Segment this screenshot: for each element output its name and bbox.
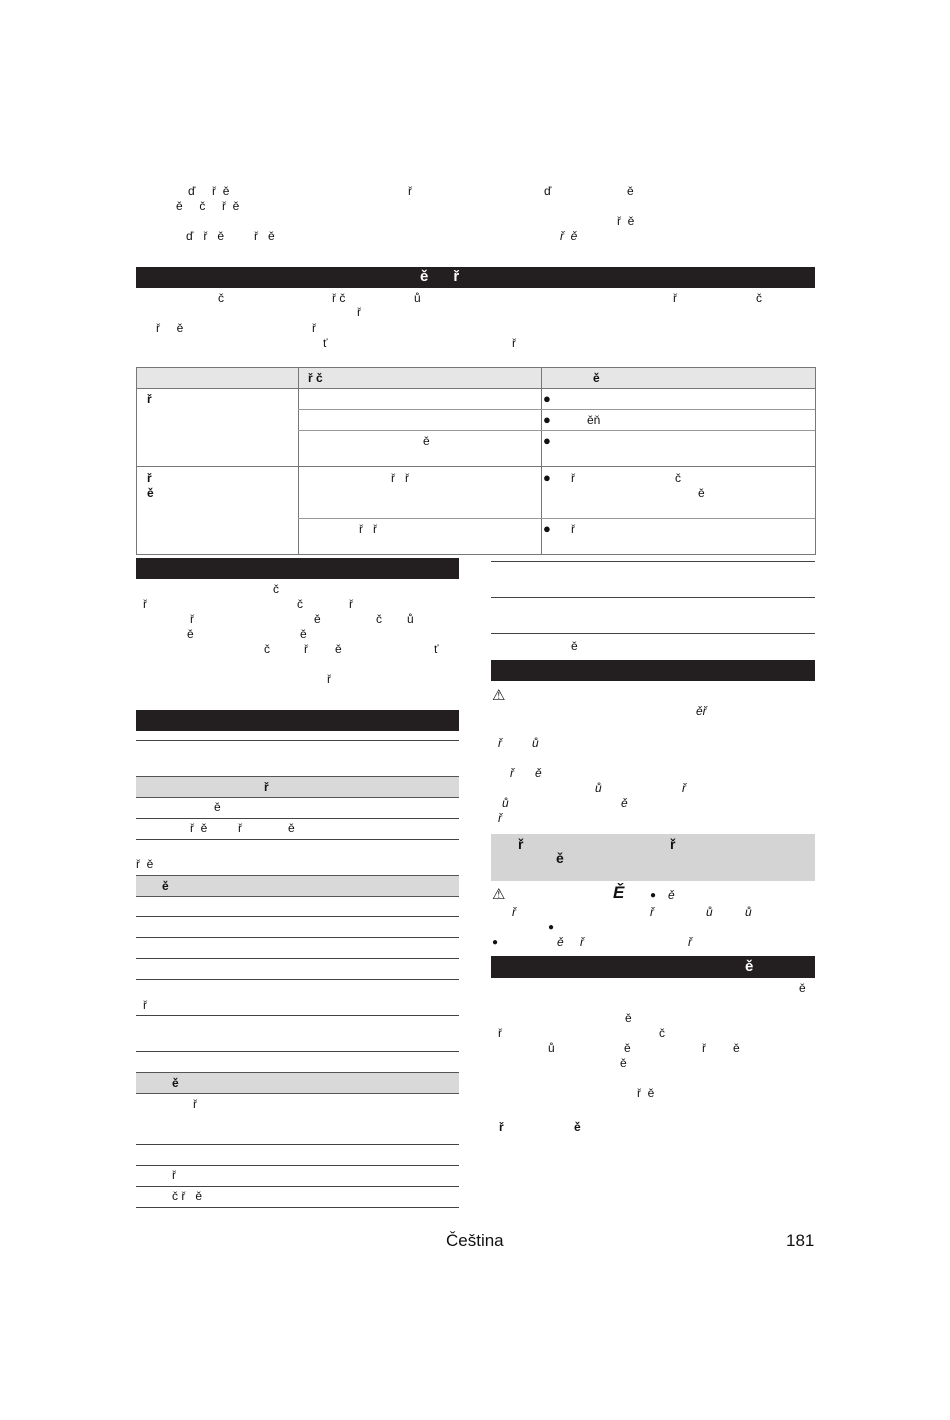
- section3-text: č: [659, 1026, 665, 1040]
- section1-text: ř: [673, 291, 677, 305]
- section3-text: ř: [702, 1041, 706, 1055]
- spec-subheading-text: ě: [162, 879, 169, 893]
- section3-text: ě: [624, 1041, 631, 1055]
- table-row2-cell: ř: [571, 471, 575, 485]
- warning-text: ů: [502, 796, 509, 810]
- table-row2-label: ř: [147, 471, 152, 485]
- warning2-text: ě: [668, 888, 675, 902]
- top-text-line1d: ě: [627, 184, 634, 198]
- table-row1-label: ř: [147, 392, 152, 406]
- section3-text: ě: [733, 1041, 740, 1055]
- top-text-line4b: ř ě: [560, 229, 578, 243]
- spec-row: ř: [172, 1168, 176, 1182]
- section-heading-bar: [136, 267, 815, 288]
- grey-notice-text: ě: [556, 850, 564, 866]
- spec-row: ř: [238, 821, 242, 835]
- spec-subheading-text: ř: [264, 780, 269, 794]
- left-text: ě: [300, 627, 307, 641]
- top-text-line1a: ď ř ě: [188, 184, 230, 198]
- warning-heading-bar: [491, 660, 815, 681]
- warning-text: ěř: [696, 704, 707, 718]
- warning2-text: ř: [512, 905, 516, 919]
- section1-text: ř č: [332, 291, 346, 305]
- warning-text: ř: [510, 766, 514, 780]
- left-text: č: [264, 642, 270, 656]
- function-table: [136, 367, 816, 555]
- section1-text: ř: [512, 336, 516, 350]
- left-text: ř: [349, 597, 353, 611]
- warning-triangle-icon: ⚠: [492, 687, 506, 704]
- table-row2-cell: ř ř: [359, 522, 377, 536]
- left-text: č: [273, 582, 279, 596]
- section-heading-title: ě ř: [420, 268, 460, 285]
- table-row1-cell: ě: [423, 434, 430, 448]
- spec-subheading: [136, 875, 459, 897]
- warning-text: ů: [532, 736, 539, 750]
- footer-language: Čeština: [446, 1231, 504, 1250]
- left-text: ř: [304, 642, 308, 656]
- warning-text: ů: [595, 781, 602, 795]
- section1-text: ť: [323, 336, 328, 350]
- spec-subheading: [136, 776, 459, 798]
- warning2-text: ů: [745, 905, 752, 919]
- bullet-icon: ●: [650, 890, 657, 901]
- left-text: ř: [327, 672, 331, 686]
- warning-text: ř: [498, 736, 502, 750]
- table-row2-cell: ř ř: [391, 471, 409, 485]
- top-text-line2: ě č ř ě: [176, 199, 240, 213]
- grey-notice-text: ř: [518, 836, 524, 852]
- table-row2-label: ě: [147, 486, 154, 500]
- section1-text: č: [218, 291, 224, 305]
- top-text-line4a: ď ř ě ř ě: [186, 229, 275, 243]
- warning2-text: ř: [650, 905, 654, 919]
- left-text: ř: [143, 597, 147, 611]
- section3-text: ř: [498, 1026, 502, 1040]
- section1-text: ů: [414, 291, 421, 305]
- top-text-line1c: ď: [544, 184, 552, 198]
- bullet-icon: ●: [548, 922, 555, 933]
- section3-heading-bar: [491, 956, 815, 978]
- bullet-icon: ●: [543, 470, 551, 485]
- section3-text: ě: [799, 981, 806, 995]
- spec-subheading: [136, 1072, 459, 1094]
- left-text: č: [376, 612, 382, 626]
- section3-text: ů: [548, 1041, 555, 1055]
- section3-text: ě: [625, 1011, 632, 1025]
- warning-text: ř: [498, 811, 502, 825]
- bullet-icon: ●: [543, 521, 551, 536]
- spec-row: ě: [288, 821, 295, 835]
- warning2-text: ů: [706, 905, 713, 919]
- table-row2-cell: ř: [571, 522, 575, 536]
- spec-heading-bar: [136, 710, 459, 731]
- top-text-line1b: ř: [408, 184, 412, 198]
- bullet-icon: ●: [543, 433, 551, 448]
- warning2-text: ř: [688, 935, 692, 949]
- spec-note: ř ě: [136, 857, 154, 871]
- bullet-icon: ●: [492, 937, 499, 948]
- section1-text: ř: [357, 305, 361, 319]
- table-header-col3: ě: [593, 371, 600, 385]
- section1-text: ř ě: [156, 321, 184, 335]
- left-text: ě: [187, 627, 194, 641]
- section3-bold-text: ř: [499, 1120, 504, 1134]
- warning-text: ě: [535, 766, 542, 780]
- spec-row: ř: [143, 998, 147, 1012]
- section3-text: ř ě: [637, 1086, 655, 1100]
- table-header-col2: ř č: [308, 371, 323, 385]
- grey-notice-box: [491, 834, 815, 881]
- table-row1-cell: ěň: [587, 413, 601, 427]
- section3-text: ě: [620, 1056, 627, 1070]
- left-text: ů: [407, 612, 414, 626]
- section3-heading-title: ě: [745, 958, 754, 975]
- left-text: č: [297, 597, 303, 611]
- left-text: ř: [190, 612, 194, 626]
- warning2-text: ř: [580, 935, 584, 949]
- table-row2-cell: č: [675, 471, 681, 485]
- warning-text: ě: [621, 796, 628, 810]
- table-header-row: [137, 368, 815, 389]
- spec-row: ř ě: [190, 821, 208, 835]
- section1-text: č: [756, 291, 762, 305]
- table-row2-cell: ě: [698, 486, 705, 500]
- top-text-line3: ř ě: [617, 214, 635, 228]
- spec-row: ř: [193, 1097, 197, 1111]
- left-heading-bar: [136, 558, 459, 579]
- spec-row: ě: [214, 800, 221, 814]
- bullet-icon: ●: [543, 412, 551, 427]
- page-number: 181: [786, 1231, 815, 1250]
- left-text: ě: [335, 642, 342, 656]
- warning-triangle-icon: ⚠: [492, 886, 506, 903]
- grey-notice-text: ř: [670, 836, 676, 852]
- warning2-text: ě: [557, 935, 564, 949]
- warning2-heading: Ě: [613, 883, 625, 902]
- right-text: ě: [571, 639, 578, 653]
- left-text: ě: [314, 612, 321, 626]
- bullet-icon: ●: [543, 391, 551, 406]
- spec-row: č ř ě: [172, 1189, 203, 1203]
- warning-text: ř: [682, 781, 686, 795]
- left-text: ť: [434, 642, 439, 656]
- spec-subheading-text: ě: [172, 1076, 179, 1090]
- section1-text: ř: [312, 321, 316, 335]
- section3-bold-text: ě: [574, 1120, 581, 1134]
